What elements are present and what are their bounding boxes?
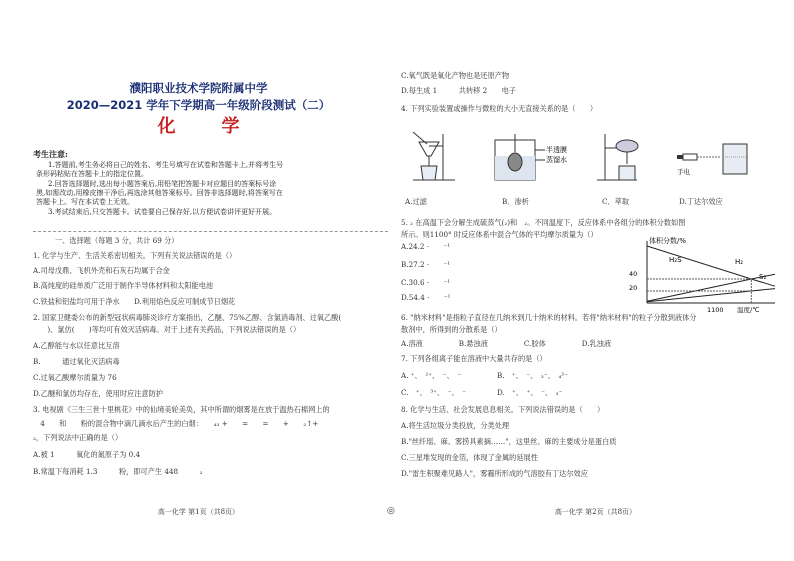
notice-line: 黑,如需改动,用橡皮擦干净后,再选涂其他答案标号。回答非选择题时,将答案写在 (36, 189, 283, 197)
question-8: 8. 化学与生活、社会发展息息相关。下列说法错误的是（ ） (401, 405, 605, 414)
question-4: 4. 下列实验装置或操作与微粒的大小无直接关系的是（ ） (401, 104, 598, 113)
notice-line: 1.答题前,考生务必将自己的姓名、考生号填写在试卷和答题卡上,并将考生号 (48, 161, 284, 169)
notice-line: 答题卡上。写在本试卷上无效。 (36, 198, 134, 206)
q3-option-a: A.被 1 氧化的氮原子为 0.4 (33, 450, 141, 459)
q5-option-b: B.27.2 · ⁻¹ (401, 260, 451, 269)
notice-line: 条形码粘贴在答题卡上的指定位置。 (36, 170, 148, 178)
apparatus-figures (405, 130, 785, 182)
notice-line: 2.回答选择题时,选出每小题答案后,用铅笔把答题卡对应题目的答案标号涂 (48, 180, 277, 188)
footer-right: 高一化学 第2页（共8页） (554, 508, 637, 516)
question-6-cont: 散剂中，所得到的分散系是（） (401, 325, 502, 334)
question-5-cont: 所示。则1100° 时反应体系中混合气体的平均摩尔质量为（） (401, 230, 598, 239)
tyndall-figure (677, 144, 747, 176)
question-7: 7. 下列各组离子能在溶液中大量共存的是（） (401, 354, 547, 363)
footer-left: 高一化学 第1页（共8页） (157, 508, 240, 516)
label-flashlight: 手电 (677, 168, 690, 176)
section-heading: 一、选择题（每题 3 分，共计 69 分） (55, 236, 179, 245)
notice-title: 考生注意: (33, 149, 68, 159)
y-tick-20: 20 (629, 284, 638, 292)
series-label-s2: S₂ (759, 273, 767, 281)
question-2-cont: )、氯仿( )等均可有效灭活病毒。对于上述有关药品，下列说法错误的是（） (33, 325, 301, 334)
question-3: 3. 电视剧《三生三世十里桃花》中的仙境美轮美奂，其中所谓的烟雾是在放于温热石棉网上的 (33, 405, 330, 414)
q7-option-c: C. ⁺、 ³⁺、 ⁻、 ⁻ (401, 388, 467, 397)
footer-center-mark: ◎ (387, 506, 395, 516)
q2-option-d: D.乙醚和氯仿均存在，使用时应注意防护 (33, 389, 163, 398)
exam-title: 2020—2021 学年下学期高一年级阶段测试（二） (66, 98, 331, 112)
question-6: 6. "纳米材料"是指粒子直径在几纳米到几十纳米的材料。若将"纳米材料"的粒子分散到液体分 (401, 313, 697, 322)
q6-options: A.溶液 B.悬浊液 C.胶体 D.乳浊液 (401, 339, 612, 348)
label-membrane: 半透膜 (546, 146, 567, 154)
notice-line: 3.考试结束后,只交答题卡。试卷要自己保存好,以方便试卷讲评更好开展。 (48, 208, 277, 216)
q8-option-b: B."丝纤瑶、麻、雾捞具素摘……"，这里丝、麻的主要成分是蛋白质 (401, 437, 617, 446)
q5-option-a: A.24.2 · ⁻¹ (401, 242, 451, 251)
series-h2-line (647, 274, 775, 301)
q5-option-d: D.54.4 · ⁻¹ (401, 293, 451, 302)
series-h2s-line (647, 246, 775, 286)
q8-option-a: A.将生活垃圾分类投放，分类处理 (401, 421, 510, 430)
q8-option-d: D."雷生积聚难见路人"，雾霾所形成的气溶胶有丁达尔效应 (401, 469, 588, 478)
chart-title: 体积分数/% (649, 237, 687, 245)
q4-option-c: C．萃取 (602, 197, 630, 206)
question-1: 1. 化学与生产、生活关系密切相关。下列有关说法错误的是（） (33, 251, 237, 260)
q1-option-a: A.司母戊鼎、飞机外壳和石灰石均属于合金 (33, 266, 170, 275)
q1-option-b: B.高纯度的硅单质广泛用于制作半导体材料和太阳能电池 (33, 281, 214, 290)
q3-option-d: D.每生成 1 共转移 2 电子 (401, 86, 516, 95)
q2-option-c: C.过氧乙酸摩尔质量为 76 (33, 373, 117, 382)
q7-option-b: B. ⁺、 ⁻、 ₃⁻、 ₄²⁻ (497, 371, 568, 380)
series-label-h2: H₂ (735, 258, 744, 266)
filtration-figure (413, 132, 455, 180)
q4-option-b: B．渗析 (502, 197, 529, 206)
q2-option-b: B. 通过氧化灭活病毒 (33, 357, 120, 366)
extraction-figure (597, 134, 638, 180)
label-water: 蒸馏水 (546, 156, 567, 164)
q5-option-c: C.30.6 · ⁻¹ (401, 278, 451, 287)
school-title: 濮阳职业技术学院附属中学 (129, 81, 268, 95)
q3-option-b: B.常温下每消耗 1.3 粉，即可产生 448 ₂ (33, 467, 203, 476)
question-5: 5. ₂ 在高温下会分解生成硫蒸气(₂)和 ₂。不同温度下，反应体系中各组分的体积分数如图 (401, 218, 686, 227)
volume-fraction-chart (625, 235, 785, 315)
question-3-cont: ₂，下列说法中正确的是（） (33, 433, 123, 442)
x-axis-label: 温度/℃ (737, 306, 760, 314)
q7-option-d: D. ⁺、 ⁺、 ⁻、 ₃⁻ (497, 388, 563, 397)
q1-option-cd: C.铁盐和铝盐均可用于净水 D.利用焰色反应可制成节日烟花 (33, 297, 236, 306)
q7-option-a: A. ⁺、 ²⁺、 ⁻、 ⁻ (401, 371, 462, 380)
x-tick-1100: 1100 (707, 306, 724, 314)
chart-series-group (647, 246, 775, 303)
q4-option-a: A.过滤 (405, 197, 427, 206)
question-3-reaction: 4 和 粉的混合物中滴几滴水后产生的白烟： ₄₃ + = = + ₂↑+ (33, 419, 319, 428)
q3-option-c: C.氧气既是氧化产物也是还原产物 (401, 71, 510, 80)
dialysis-figure (495, 134, 567, 180)
q4-option-d: D.丁达尔效应 (679, 197, 723, 206)
series-label-h2s: H₂S (669, 256, 682, 264)
subject-title: 化 学 (157, 116, 254, 137)
q8-option-c: C.三星堆发现的金箔，体现了金属的延展性 (401, 453, 538, 462)
right-page (397, 0, 794, 561)
question-2: 2. 国家卫健委公布的新型冠状病毒肺炎诊疗方案指出，乙醚、75%乙醇、含氯消毒剂、过氧乙酸( (33, 313, 342, 322)
y-tick-40: 40 (629, 270, 638, 278)
q2-option-a: A.乙醇能与水以任意比互溶 (33, 341, 120, 350)
separator-line (33, 231, 388, 232)
